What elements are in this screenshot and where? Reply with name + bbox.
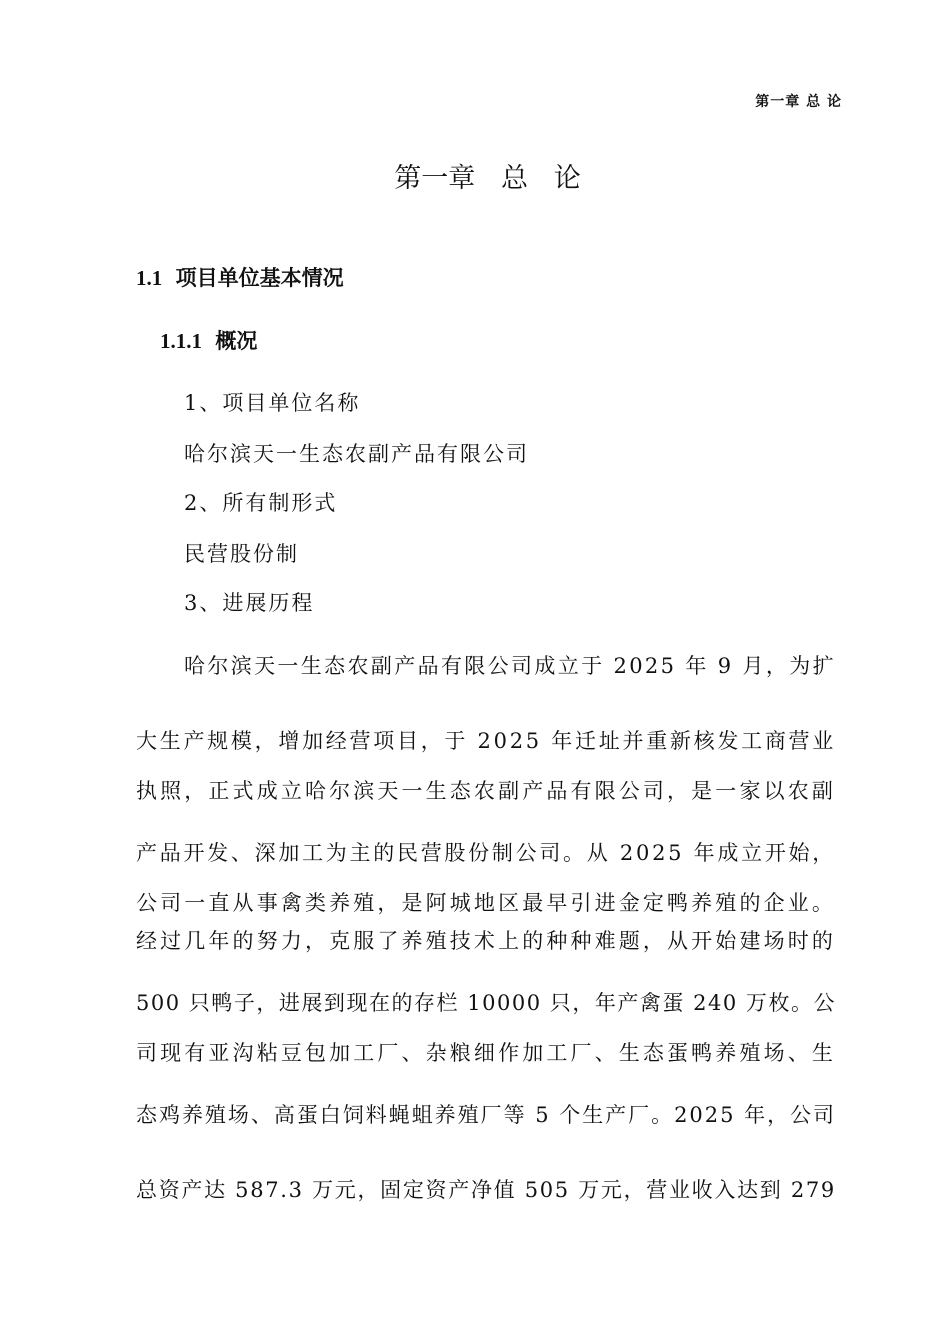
subsection-heading xyxy=(160,325,257,355)
paragraph-line: 哈尔滨天一生态农副产品有限公司成立于 2025 年 9 月，为扩 xyxy=(184,654,836,678)
section-title: 项目单位基本情况 xyxy=(175,266,344,290)
paragraph-line: 公司一直从事禽类养殖，是阿城地区最早引进金定鸭养殖的企业。 xyxy=(136,891,836,915)
paragraph-line: 经过几年的努力，克服了养殖技术上的种种难题，从开始建场时的 xyxy=(136,929,836,953)
paragraph-line: 500 只鸭子，进展到现在的存栏 10000 只，年产禽蛋 240 万枚。公 xyxy=(136,991,836,1015)
paragraph-line: 总资产达 587.3 万元，固定资产净值 505 万元，营业收入达到 279 xyxy=(136,1178,836,1202)
paragraph-line: 大生产规模，增加经营项目，于 2025 年迁址并重新核发工商营业 xyxy=(136,729,836,753)
paragraph-line: 态鸡养殖场、高蛋白饲料蝇蛆养殖厂等 5 个生产厂。2025 年，公司 xyxy=(136,1103,836,1127)
item-ownership-label: 2、所有制形式 xyxy=(184,491,338,515)
paragraph-line: 产品开发、深加工为主的民营股份制公司。从 2025 年成立开始， xyxy=(136,841,836,865)
chapter-title: 第一章 总 论 xyxy=(394,163,581,194)
paragraph-line: 司现有亚沟粘豆包加工厂、杂粮细作加工厂、生态蛋鸭养殖场、生 xyxy=(136,1041,836,1065)
section-number: 1.1 xyxy=(136,266,163,290)
item-history-label: 3、进展历程 xyxy=(184,591,315,615)
item-company-name-value: 哈尔滨天一生态农副产品有限公司 xyxy=(184,442,529,466)
subsection-number: 1.1.1 xyxy=(160,329,202,353)
subsection-title: 概况 xyxy=(215,329,258,353)
item-ownership-value: 民营股份制 xyxy=(184,542,299,566)
running-header: 第一章 总 论 xyxy=(755,94,842,110)
section-heading xyxy=(136,262,344,292)
paragraph-line: 执照，正式成立哈尔滨天一生态农副产品有限公司，是一家以农副 xyxy=(136,779,836,803)
item-company-name-label: 1、项目单位名称 xyxy=(184,391,361,415)
